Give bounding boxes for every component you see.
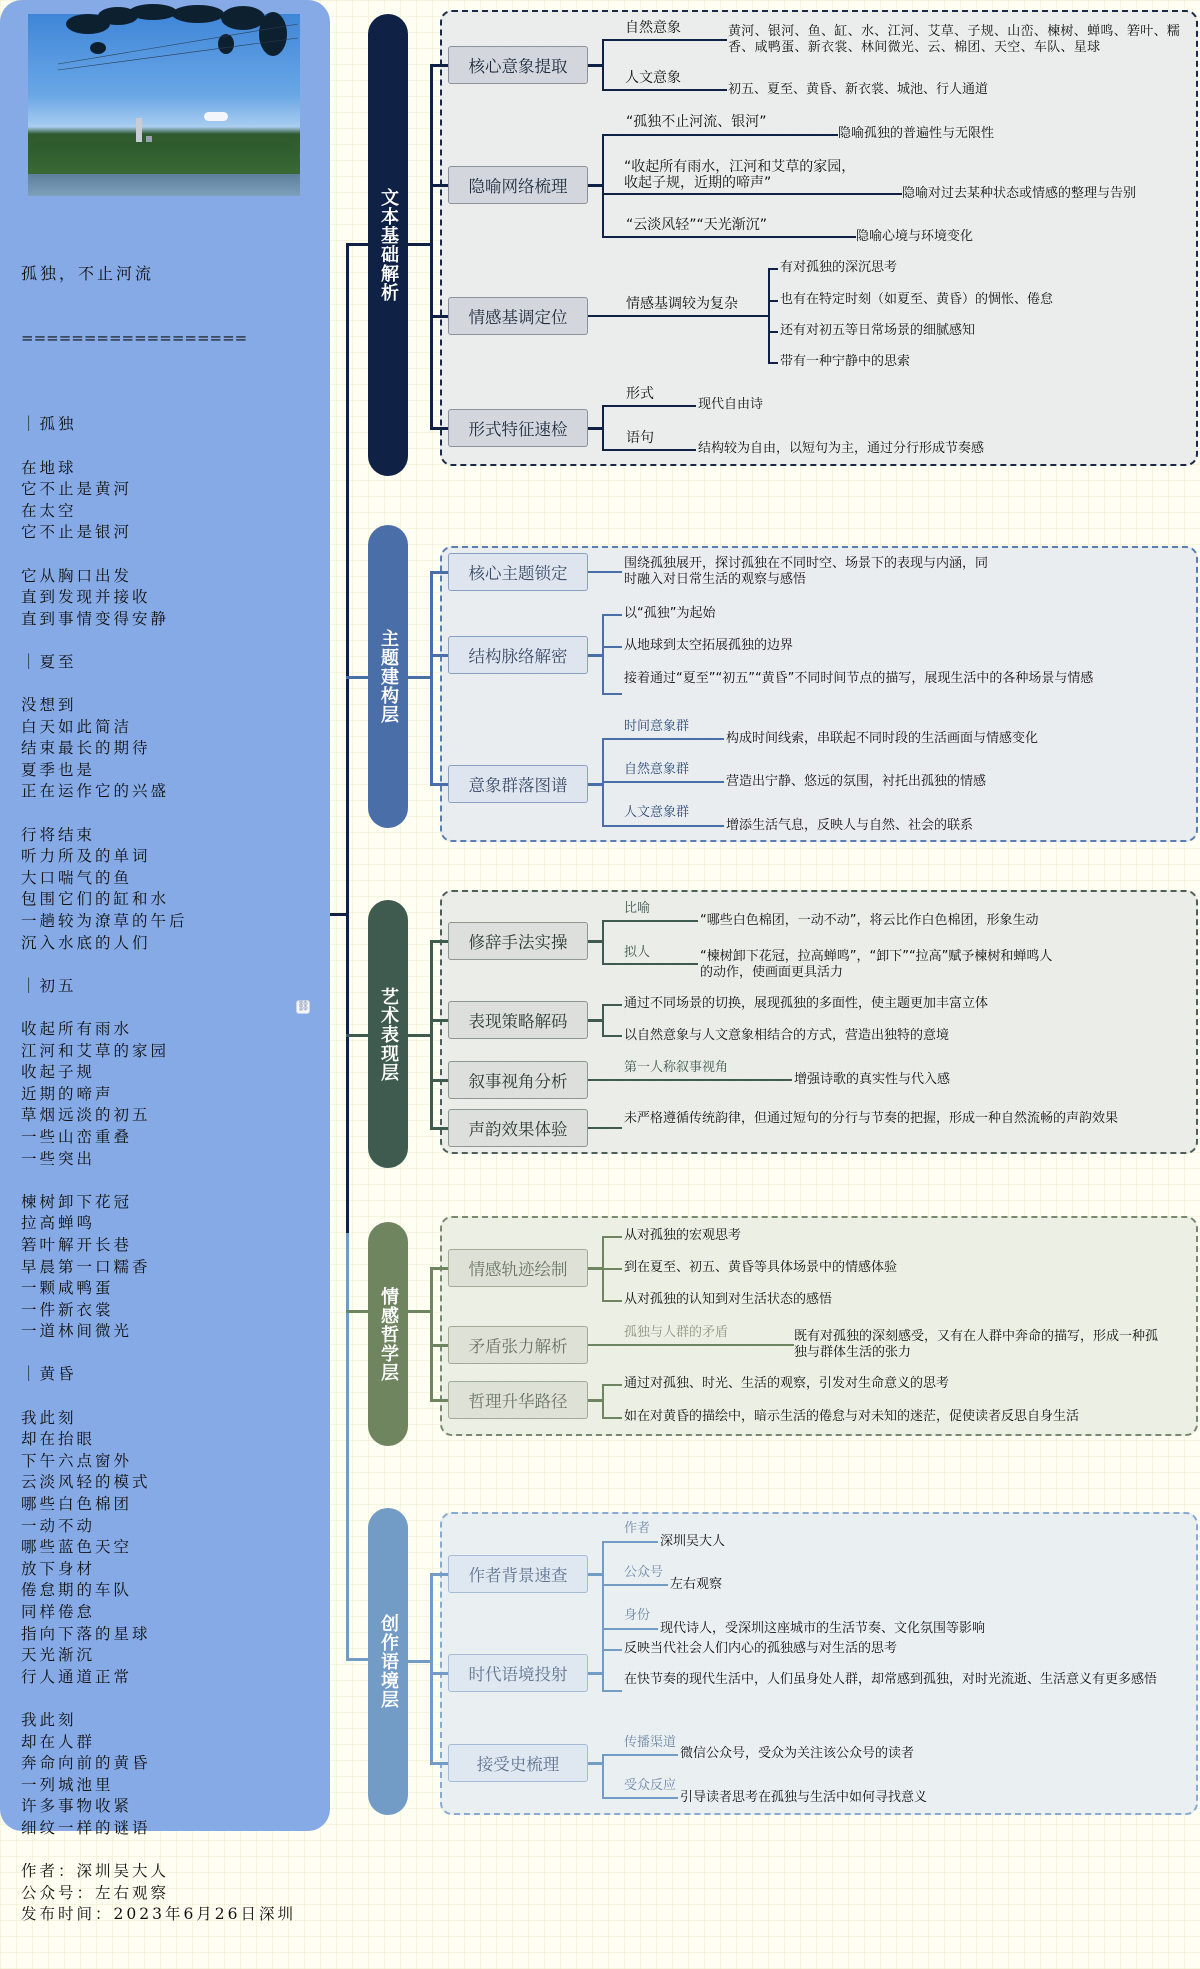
- connector: [588, 1344, 794, 1346]
- cat1-t4-stub: [430, 427, 448, 430]
- topic-narrative-perspective[interactable]: 叙事视角分析: [448, 1061, 588, 1099]
- connector: [602, 1417, 622, 1419]
- poem-line: 在地球: [21, 458, 77, 477]
- connector: [588, 315, 768, 317]
- poem-line: [21, 393, 321, 415]
- poem-line: 正在运作它的兴盛: [21, 782, 170, 801]
- poem-line: 大口喘气的鱼: [21, 868, 133, 887]
- poem-line: [21, 1343, 321, 1365]
- connector: [602, 781, 724, 783]
- poem-line: 包围它们的缸和水: [21, 890, 170, 909]
- poem-line: 行人通道正常: [21, 1667, 133, 1686]
- poem-line: 行将结束: [21, 825, 96, 844]
- topic-structure[interactable]: 结构脉络解密: [448, 636, 588, 674]
- category-emotion-philosophy[interactable]: 情感哲学层: [368, 1222, 408, 1446]
- poem-line: [21, 997, 321, 1019]
- connector: [602, 1584, 668, 1586]
- poem-line: 白天如此简洁: [21, 717, 133, 736]
- branch-time-cluster: 时间意象群: [624, 719, 690, 734]
- cat2-stub: [408, 676, 432, 679]
- detail-rhythm: 未严格遵循传统韵律，但通过短句的分行与节奏的把握，形成一种自然流畅的声韵效果: [624, 1111, 1119, 1126]
- poem-line: [21, 673, 321, 695]
- poem-line: 近期的啼声: [21, 1084, 114, 1103]
- topic-philosophical-path[interactable]: 哲理升华路径: [448, 1381, 588, 1419]
- poem-line: 江河和艾草的家园: [21, 1041, 170, 1060]
- poem-line: 它从胸口出发: [21, 566, 133, 585]
- connector: [602, 1649, 622, 1651]
- detail-nature-cluster: 营造出宁静、悠远的氛围，衬托出孤独的情感: [726, 774, 987, 789]
- poem-line: [21, 544, 321, 566]
- lake-graphic: [28, 174, 300, 196]
- poem-line: 放下身材: [21, 1559, 96, 1578]
- poem-line: 却在抬眼: [21, 1430, 96, 1449]
- poem-title: 孤独，不止河流: [21, 264, 155, 284]
- connector: [602, 1384, 604, 1418]
- poem-title-rule: ==================: [21, 328, 248, 347]
- detail-metaphor-2: 隐喻对过去某种状态或情感的整理与告别: [902, 186, 1137, 201]
- connector: [602, 1004, 622, 1006]
- category-theme-construction[interactable]: 主题建构层: [368, 525, 408, 828]
- connector: [602, 614, 604, 694]
- poem-line: 一些山峦重叠: [21, 1127, 133, 1146]
- detail-personification: “楝树卸下花冠，拉高蝉鸣”，“卸下”“拉高”赋予楝树和蝉鸣人的动作，使画面更具活力: [700, 949, 1053, 980]
- structure-item: 从地球到太空拓展孤独的边界: [624, 638, 794, 653]
- poem-line: 结束最长的期待: [21, 739, 151, 758]
- connector: [602, 646, 622, 648]
- branch-distribution-channel: 传播渠道: [624, 1735, 677, 1750]
- cat3-spine: [430, 940, 433, 1130]
- branch-metaphor-2: “收起所有雨水，江河和艾草的家园，收起子规，近期的啼声”: [624, 159, 856, 191]
- connector: [588, 1127, 622, 1129]
- cat1-t2-stub: [430, 184, 448, 187]
- connector: [430, 1267, 448, 1270]
- detail-metaphor-3: 隐喻心境与环境变化: [856, 229, 974, 244]
- poem-line: [21, 1840, 321, 1862]
- connector: [430, 1399, 448, 1402]
- branch-solitude-crowd: 孤独与人群的矛盾: [624, 1325, 729, 1340]
- connector: [602, 1236, 622, 1238]
- detail-audience-response: 引导读者思考在孤独与生活中如何寻找意义: [680, 1790, 928, 1805]
- poem-line: 我此刻: [21, 1408, 77, 1427]
- poem-line: 哪些白色棉团: [21, 1495, 133, 1514]
- poem-line: 收起所有雨水: [21, 1019, 133, 1038]
- tone-item: 还有对初五等日常场景的细腻感知: [780, 323, 976, 338]
- connector: [602, 920, 604, 964]
- connector: [768, 300, 778, 302]
- connector: [602, 1384, 622, 1386]
- cloud-graphic: [204, 112, 228, 121]
- poem-line: [21, 954, 321, 976]
- branch-natural-imagery: 自然意象: [625, 20, 681, 36]
- detail-solitude-crowd: 既有对孤独的深刻感受，又有在人群中奔命的描写，形成一种孤独与群体生活的张力: [794, 1329, 1159, 1360]
- connector: [602, 614, 622, 616]
- poem-line: 公众号：左右观察: [21, 1883, 170, 1902]
- branch-personification: 拟人: [624, 945, 651, 960]
- poem-line: 云淡风轻的模式: [21, 1473, 151, 1492]
- branch-author: 作者: [624, 1521, 651, 1536]
- topic-emotion-trajectory[interactable]: 情感轨迹绘制: [448, 1249, 588, 1287]
- poem-line: 一件新衣裳: [21, 1300, 114, 1319]
- poem-text: [21, 220, 321, 1969]
- connector: [430, 571, 448, 574]
- detail-simile: “哪些白色棉团，一动不动”，将云比作白色棉团，形象生动: [700, 913, 1039, 928]
- connector: [768, 331, 778, 333]
- poem-line: 细纹一样的谜语: [21, 1818, 151, 1837]
- branch-sentence: 语句: [626, 430, 654, 446]
- topic-contradiction[interactable]: 矛盾张力解析: [448, 1326, 588, 1364]
- connector: [768, 362, 778, 364]
- trunk-stub-cat2: [346, 676, 370, 679]
- poem-line: 天光渐沉: [21, 1646, 96, 1665]
- branch-identity: 身份: [624, 1608, 651, 1623]
- poem-line: 倦怠期的车队: [21, 1581, 133, 1600]
- trunk-stub-cat3: [346, 1034, 370, 1037]
- connector: [602, 236, 856, 238]
- connector: [602, 1541, 604, 1649]
- poem-section-heading: ｜夏至: [21, 652, 77, 671]
- poem-line: 没想到: [21, 696, 77, 715]
- detail-natural-imagery: 黄河、银河、鱼、缸、水、江河、艾草、子规、山峦、楝树、蝉鸣、箬叶、糯香、咸鸭蛋、新衣裳、林间微光、云、棉团、天空、车队、星球: [728, 24, 1181, 55]
- poem-line: 我此刻: [21, 1710, 77, 1729]
- topic-era-context[interactable]: 时代语境投射: [448, 1654, 588, 1692]
- poem-line: 指向下落的星球: [21, 1624, 151, 1643]
- poem-line: 夏季也是: [21, 760, 96, 779]
- connector: [768, 268, 778, 270]
- poem-section-heading: ｜黄昏: [21, 1365, 77, 1384]
- detail-official-account: 左右观察: [670, 1577, 723, 1592]
- detail-core-theme: 围绕孤独展开，探讨孤独在不同时空、场景下的表现与内涵，同时融入对日常生活的观察与感悟: [624, 556, 989, 587]
- root-connector: [346, 243, 349, 1233]
- category-artistic-expression[interactable]: 艺术表现层: [368, 900, 408, 1168]
- connector: [430, 1079, 448, 1082]
- cat1-t1-stub: [430, 64, 448, 67]
- detail-cultural-imagery: 初五、夏至、黄昏、新衣裳、城池、行人通道: [728, 82, 989, 97]
- poem-line: 听力所及的单词: [21, 847, 151, 866]
- poem-line: 发布时间：2023年6月26日深圳: [21, 1905, 297, 1924]
- connector: [588, 1079, 792, 1081]
- connector: [602, 405, 696, 407]
- tone-item: 带有一种宁静中的思索: [780, 354, 911, 369]
- cat2-spine: [430, 571, 433, 784]
- poem-line: [21, 1386, 321, 1408]
- branch-metaphor-3: “云淡风轻”“天光渐沉”: [626, 217, 768, 233]
- poem-line: [21, 1688, 321, 1710]
- connector: [602, 1628, 658, 1630]
- poem-line: 箬叶解开长巷: [21, 1235, 133, 1254]
- branch-cultural-imagery: 人文意象: [625, 70, 681, 86]
- poem-line: 奔命向前的黄昏: [21, 1754, 151, 1773]
- poem-line: 直到发现并接收: [21, 588, 151, 607]
- connector: [602, 193, 902, 195]
- connector: [430, 1019, 448, 1022]
- topic-rhetoric[interactable]: 修辞手法实操: [448, 922, 588, 960]
- connector: [602, 693, 622, 695]
- connector: [768, 268, 770, 362]
- trajectory-item: 从对孤独的认知到对生活状态的感悟: [624, 1292, 833, 1307]
- poem-line: 一趟较为潦草的午后: [21, 912, 188, 930]
- trunk-stub-cat5: [346, 1658, 370, 1661]
- poem-line: 它不止是黄河: [21, 480, 133, 499]
- connector: [602, 89, 727, 91]
- poem-line: 却在人群: [21, 1732, 96, 1751]
- structure-item: 接着通过“夏至”“初五”“黄昏”不同时间节点的描写，展现生活中的各种场景与情感: [624, 671, 1094, 686]
- branch-audience-response: 受众反应: [624, 1778, 677, 1793]
- cat5-spine: [430, 1573, 433, 1763]
- connector: [602, 405, 604, 449]
- connector: [602, 1300, 622, 1302]
- strategy-item: 通过不同场景的切换，展现孤独的多面性，使主题更加丰富立体: [624, 996, 989, 1011]
- connector: [430, 654, 448, 657]
- category-creative-context[interactable]: 创作语境层: [368, 1508, 408, 1815]
- detail-form: 现代自由诗: [698, 397, 764, 412]
- connector: [430, 1672, 448, 1675]
- connector: [602, 738, 724, 740]
- branch-form: 形式: [626, 386, 654, 402]
- detail-first-person: 增强诗歌的真实性与代入感: [794, 1072, 951, 1087]
- poem-line: [21, 1170, 321, 1192]
- connector: [602, 1268, 622, 1270]
- topic-core-imagery[interactable]: 核心意象提取: [448, 46, 588, 84]
- trunk-stub-cat1: [346, 243, 370, 246]
- branch-nature-cluster: 自然意象群: [624, 762, 690, 777]
- link-icon[interactable]: ⛓: [297, 1001, 310, 1012]
- trunk-stub-cat4: [346, 1310, 370, 1313]
- detail-identity: 现代诗人，受深圳这座城市的生活节奏、文化氛围等影响: [660, 1621, 986, 1636]
- connector: [430, 783, 448, 786]
- poem-line: 草烟远淡的初五: [21, 1106, 151, 1125]
- detail-metaphor-1: 隐喻孤独的普遍性与无限性: [838, 126, 995, 141]
- poem-line: 早晨第一口糯香: [21, 1257, 151, 1276]
- connector: [588, 571, 622, 573]
- branch-official-account: 公众号: [624, 1565, 664, 1580]
- poem-line: [21, 803, 321, 825]
- connector: [602, 1004, 604, 1036]
- poem-line: 楝树卸下花冠: [21, 1192, 133, 1211]
- poem-line: 哪些蓝色天空: [21, 1538, 133, 1557]
- tone-item: 也有在特定时刻（如夏至、黄昏）的惆怅、倦怠: [780, 292, 1054, 307]
- connector: [602, 1690, 622, 1692]
- cat4-spine: [430, 1267, 433, 1399]
- detail-cultural-cluster: 增添生活气息，反映人与自然、社会的联系: [726, 818, 974, 833]
- structure-item: 以“孤独”为起始: [624, 606, 716, 621]
- trajectory-item: 从对孤独的宏观思考: [624, 1228, 742, 1243]
- poem-line: [21, 630, 321, 652]
- tone-item: 有对孤独的深沉思考: [780, 260, 898, 275]
- branch-cultural-cluster: 人文意象群: [624, 805, 690, 820]
- topic-metaphor-network[interactable]: 隐喻网络梳理: [448, 166, 588, 204]
- topic-core-theme[interactable]: 核心主题锁定: [448, 553, 588, 591]
- cat5-stub: [408, 1660, 432, 1663]
- root-to-panel-connector: [330, 913, 348, 916]
- root-connector-lower: [346, 1233, 349, 1658]
- strategy-item: 以自然意象与人文意象相结合的方式，营造出独特的意境: [624, 1028, 950, 1043]
- connector: [430, 940, 448, 943]
- connector: [602, 1035, 622, 1037]
- connector: [602, 825, 724, 827]
- era-item: 反映当代社会人们内心的孤独感与对生活的思考: [624, 1641, 898, 1656]
- poem-line: 沉入水底的人们: [21, 933, 151, 952]
- poem-line: 一些突出: [21, 1149, 96, 1168]
- connector: [602, 1541, 658, 1543]
- poem-line: 拉高蝉鸣: [21, 1214, 96, 1233]
- poem-cover-photo: [28, 14, 300, 196]
- topic-form-features[interactable]: 形式特征速检: [448, 409, 588, 447]
- connector: [430, 1762, 448, 1765]
- philosophy-item: 通过对孤独、时光、生活的观察，引发对生命意义的思考: [624, 1376, 950, 1391]
- branch-first-person: 第一人称叙事视角: [624, 1060, 729, 1075]
- poem-section-heading: ｜孤独: [21, 415, 77, 434]
- poem-line: 一列城池里: [21, 1775, 114, 1794]
- connector: [602, 920, 698, 922]
- trajectory-item: 到在夏至、初五、黄昏等具体场景中的情感体验: [624, 1260, 898, 1275]
- connector: [602, 1754, 678, 1756]
- topic-emotional-tone[interactable]: 情感基调定位: [448, 297, 588, 335]
- detail-distribution-channel: 微信公众号，受众为关注该公众号的读者: [680, 1746, 915, 1761]
- poem-line: 下午六点窗外: [21, 1451, 133, 1470]
- connector: [602, 1649, 604, 1691]
- branch-metaphor-1: “孤独不止河流、银河”: [626, 114, 767, 130]
- branch-emotional-tone: 情感基调较为复杂: [626, 296, 738, 312]
- era-item: 在快节奏的现代生活中，人们虽身处人群，却常感到孤独，对时光流逝、生活意义有更多感悟: [624, 1672, 1158, 1687]
- category-text-basics[interactable]: 文本基础解析: [368, 14, 408, 476]
- poem-line: 收起子规: [21, 1063, 96, 1082]
- topic-rhythm[interactable]: 声韵效果体验: [448, 1109, 588, 1147]
- poem-line: 许多事物收紧: [21, 1797, 133, 1816]
- detail-author: 深圳吴大人: [660, 1534, 726, 1549]
- poem-line: 一动不动: [21, 1516, 96, 1535]
- topic-imagery-clusters[interactable]: 意象群落图谱: [448, 765, 588, 803]
- connector: [602, 134, 838, 136]
- poem-line: 同样倦怠: [21, 1603, 96, 1621]
- poem-line: 作者：深圳吴大人: [21, 1862, 170, 1881]
- cat1-stub: [408, 243, 432, 246]
- connector: [602, 449, 696, 451]
- topic-author-background[interactable]: 作者背景速查: [448, 1555, 588, 1593]
- poem-line: 在太空: [21, 501, 77, 520]
- poem-lines: [21, 393, 321, 1926]
- treeline-graphic: [28, 142, 300, 176]
- cat1-t3-stub: [430, 315, 448, 318]
- connector: [602, 134, 604, 236]
- cat1-spine: [430, 64, 433, 428]
- poem-panel: [0, 0, 330, 1924]
- connector: [430, 1573, 448, 1576]
- connector: [602, 1797, 678, 1799]
- poem-line: [21, 436, 321, 458]
- connector: [430, 1127, 448, 1130]
- connector: [602, 1754, 604, 1798]
- branch-simile: 比喻: [624, 901, 651, 916]
- poem-line: 一道林间微光: [21, 1322, 133, 1341]
- connector: [602, 39, 604, 89]
- connector: [602, 39, 727, 41]
- poem-section-heading: ｜初五: [21, 976, 77, 995]
- poem-line: 它不止是银河: [21, 523, 133, 542]
- poem-line: 直到事情变得安静: [21, 609, 170, 628]
- connector: [430, 1344, 448, 1347]
- detail-sentence: 结构较为自由，以短句为主，通过分行形成节奏感: [698, 441, 985, 456]
- connector: [602, 963, 698, 965]
- detail-time-cluster: 构成时间线索，串联起不同时段的生活画面与情感变化: [726, 731, 1039, 746]
- cat3-stub: [408, 1034, 432, 1037]
- topic-strategy[interactable]: 表现策略解码: [448, 1001, 588, 1039]
- poem-line: 一颗咸鸭蛋: [21, 1279, 114, 1298]
- cat4-stub: [408, 1310, 432, 1313]
- philosophy-item: 如在对黄昏的描绘中，暗示生活的倦怠与对未知的迷茫，促使读者反思自身生活: [624, 1409, 1080, 1424]
- topic-reception-history[interactable]: 接受史梳理: [448, 1744, 588, 1782]
- tree-leaves-graphic: [58, 4, 298, 74]
